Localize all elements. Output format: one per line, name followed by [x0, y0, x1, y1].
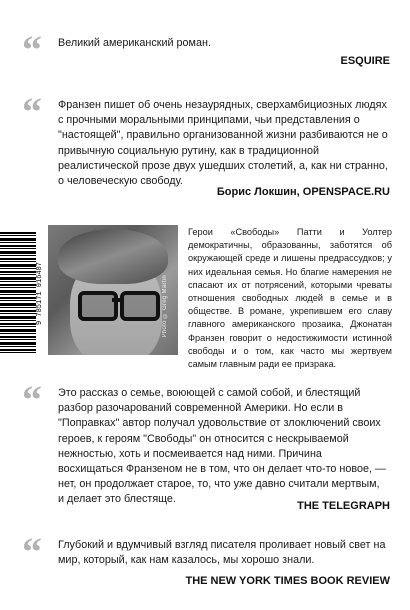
photo-credit: Photo © Greg Martin: [162, 275, 168, 338]
book-description: Герои «Свободы» Патти и Уолтер демократичны, образованны, заботятся об окружающей среде и лишены предрассудков; у них идеальная семья. Но благие намерения не спасают их от потрясений, которыми чреваты отношения свободных людей в семье и в обществе. В романе, укрепившем его славу главного американского прозаика, Джонатан Франзен говорит о недостижимости истинной свободы и о том, как часто мы жертвуем самым главным ради ее призрака.: [188, 227, 392, 370]
author-photo: [48, 225, 178, 355]
quote-source-2: Борис Локшин, OPENSPACE.RU: [216, 186, 390, 198]
quote-mark-icon: “: [22, 89, 42, 134]
quote-text-4: Глубокий и вдумчивый взгляд писателя проливает новый свет на мир, который, как нам казалось, мы хорошо знали.: [58, 539, 386, 567]
quote-text-1: Великий американский роман.: [58, 37, 211, 49]
isbn-barcode: [0, 232, 44, 354]
quote-source-3: THE TELEGRAPH: [297, 500, 390, 512]
quote-mark-icon: “: [22, 529, 42, 574]
quote-mark-icon: “: [22, 27, 42, 72]
isbn-digits: 9 785171 016487: [36, 261, 44, 325]
quote-text-2: Франзен пишет об очень незаурядных, сверхамбициозных людях с прочными моральными принципами, чьи представления о "настоящей", правильно организованной жизни разбиваются не о привычную социальную рутину, как в традиционной реалистической прозе двух ушедших столетий, а, как ни странно, о человеческую свободу.: [58, 99, 388, 188]
quote-text-3: Это рассказ о семье, воюющей с самой собой, и блестящий разбор разочарований современной Америки. Но если в "Поправках" автор получал удовольствие от злоключений своих героев, к героям "Свободы" он относится с нескрываемой нежностью, хоть и посмеивается над ними. Причина восхищаться Франзеном не в том, что он делает что-то новое, — нет, он продолжает старое, то, что уже давно считали мертвым, и делает это блестяще.: [58, 387, 386, 506]
quote-mark-icon: “: [22, 377, 42, 422]
quote-source-4: THE NEW YORK TIMES BOOK REVIEW: [185, 575, 390, 587]
quote-source-1: ESQUIRE: [340, 55, 390, 67]
